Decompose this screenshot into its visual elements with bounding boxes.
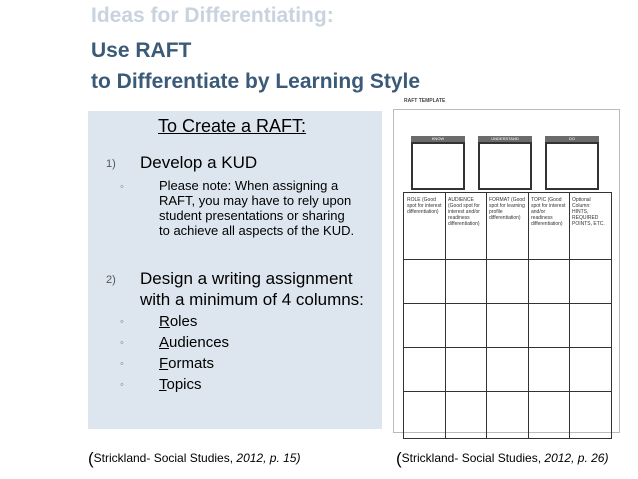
template-title: RAFT TEMPLATE (404, 98, 446, 104)
sub-note-line: to achieve all aspects of the KUD. (159, 223, 355, 238)
header-cell-role: ROLE (Good spot for interest differentiation) (407, 197, 442, 215)
header-understand: UNDERSTAND (478, 136, 532, 142)
header-know: KNOW (411, 136, 465, 142)
title-line-3: to Differentiate by Learning Style (91, 70, 421, 93)
understand-box (478, 142, 532, 190)
subheading: To Create a RAFT: (158, 116, 307, 136)
header-cell-format: FORMAT (Good spot for learning profile differentiation) (489, 197, 525, 221)
grid-row-line (404, 303, 611, 304)
item-number-2: 2) (106, 274, 116, 286)
sub-note-line: Please note: When assigning a (159, 178, 339, 193)
citation-right: (Strickland- Social Studies, 2012, p. 26) (396, 449, 609, 468)
header-cell-topic: TOPIC (Good spot for interest and/or readiness differentiation) (531, 197, 566, 227)
item-text-1: Develop a KUD (140, 153, 258, 172)
sub-bullet: ◦ (120, 358, 124, 370)
column-audiences: Audiences (159, 334, 230, 351)
column-formats: Formats (159, 355, 215, 372)
header-cell-optional: Optional Column: HINTS, REQUIRED POINTS, ETC. (572, 197, 605, 227)
template-frame (393, 109, 620, 433)
grid-column-line (486, 193, 487, 438)
sub-bullet: ◦ (120, 316, 124, 328)
raft-template-image (393, 98, 620, 434)
title-line-2: Use RAFT (91, 39, 192, 62)
sub-bullet: ◦ (120, 379, 124, 391)
column-roles: Roles (159, 313, 198, 330)
title-line-1: Ideas for Differentiating: (91, 4, 334, 27)
raft-grid (403, 192, 612, 439)
do-box (545, 142, 599, 190)
item-number-1: 1) (106, 158, 116, 170)
know-box (411, 142, 465, 190)
grid-column-line (445, 193, 446, 438)
grid-row-line (404, 347, 611, 348)
header-cell-audience: AUDIENCE (Good spot for interest and/or readiness differentiation) (448, 197, 480, 227)
sub-bullet: ◦ (120, 337, 124, 349)
item-text-2: with a minimum of 4 columns: (140, 290, 364, 309)
grid-column-line (569, 193, 570, 438)
grid-row-line (404, 391, 611, 392)
grid-row-line (404, 259, 611, 260)
sub-bullet: ◦ (120, 181, 124, 193)
sub-note-line: student presentations or sharing (159, 208, 345, 223)
grid-column-line (528, 193, 529, 438)
column-topics: Topics (159, 376, 202, 393)
header-do: DO (545, 136, 599, 142)
citation-left: (Strickland- Social Studies, 2012, p. 15) (88, 449, 301, 468)
sub-note-line: RAFT, you may have to rely upon (159, 193, 352, 208)
item-text-2: Design a writing assignment (140, 269, 353, 288)
